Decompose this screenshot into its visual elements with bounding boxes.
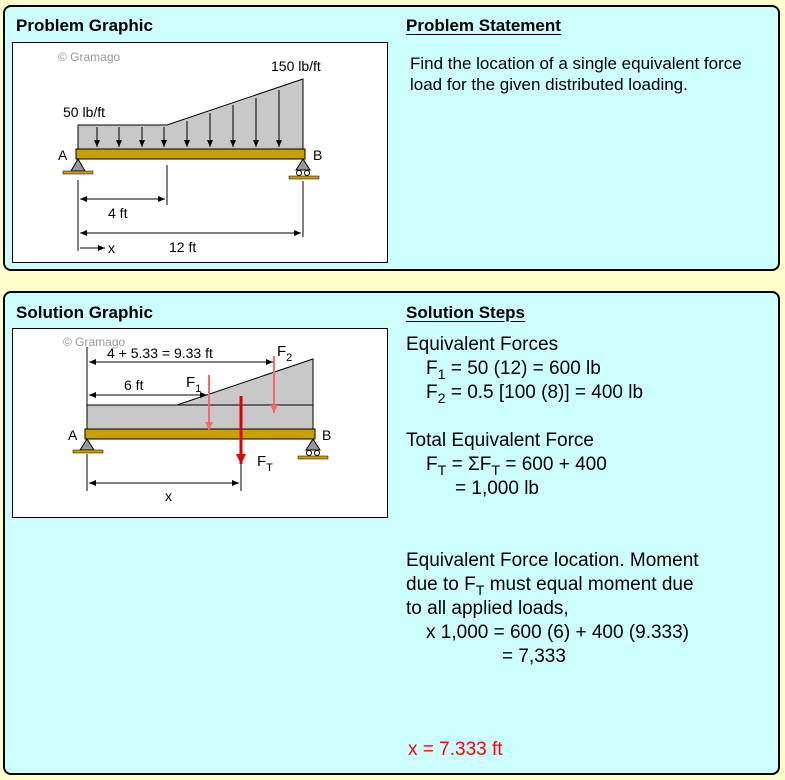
ft-equation: $F_T = \Sigma F_T = 600 + 400$: [426, 454, 607, 479]
watermark: © Gramago: [58, 50, 121, 64]
f2-equation: $F_2 = 0.5$ [100 (8)] = 400 lb: [426, 382, 644, 407]
pin-support-a: [73, 439, 103, 453]
load-right-label: 150 lb/ft: [271, 58, 321, 74]
pin-support-a: [63, 159, 93, 174]
triangular-load: [177, 359, 313, 405]
support-a-label: A: [68, 427, 78, 443]
dim-4ft-label: 4 ft: [108, 205, 128, 221]
watermark: © Gramago: [63, 335, 126, 349]
f1-equation: $F_1 = 50$ (12) = 600 lb: [426, 358, 601, 383]
problem-diagram: [13, 43, 387, 262]
solution-diagram: [13, 329, 387, 517]
problem-statement-text: Find the location of a single equivalent force load for the given distributed loading.: [410, 54, 742, 94]
moment-result: = 7,333: [502, 646, 566, 667]
moment-equation: x 1,000 = 600 (6) + 400 (9.333): [426, 622, 690, 643]
beam: [85, 429, 315, 439]
equiv-forces-title: Equivalent Forces: [406, 334, 559, 355]
ft-label: $F_T$: [257, 453, 273, 474]
x-label: x: [108, 240, 115, 256]
f2-label: $F_2$: [277, 343, 293, 364]
distributed-load: [78, 79, 303, 149]
support-b-label: B: [322, 427, 332, 443]
beam: [76, 149, 305, 159]
problem-panel: [3, 5, 780, 271]
ft-result: = 1,000 lb: [455, 478, 539, 499]
solution-figure: [12, 328, 388, 518]
final-answer: x = 7.333 ft: [408, 739, 503, 760]
problem-figure: [12, 42, 388, 263]
dim-933-label: 4 + 5.33 = 9.33 ft: [107, 345, 213, 361]
support-a-label: A: [58, 147, 68, 163]
location-line-1: Equivalent Force location. Moment: [406, 550, 699, 571]
x-label: x: [165, 488, 172, 504]
solution-steps-heading: Solution Steps: [406, 303, 525, 322]
support-b-label: B: [313, 147, 323, 163]
dim-12ft-label: 12 ft: [169, 239, 197, 255]
problem-statement-heading: Problem Statement: [406, 16, 561, 35]
f1-label: $F_1$: [186, 374, 202, 395]
dim-6ft-label: 6 ft: [124, 377, 144, 393]
solution-panel: [3, 291, 780, 775]
load-left-label: 50 lb/ft: [63, 104, 106, 120]
problem-graphic-heading: Problem Graphic: [16, 16, 153, 35]
solution-steps: [406, 333, 699, 669]
solution-graphic-heading: Solution Graphic: [16, 303, 153, 322]
location-line-2: due to $F_T$ must equal moment due: [406, 574, 694, 599]
location-line-3: to all applied loads,: [406, 598, 569, 619]
rectangular-load: [87, 405, 313, 429]
total-force-title: Total Equivalent Force: [406, 430, 594, 451]
